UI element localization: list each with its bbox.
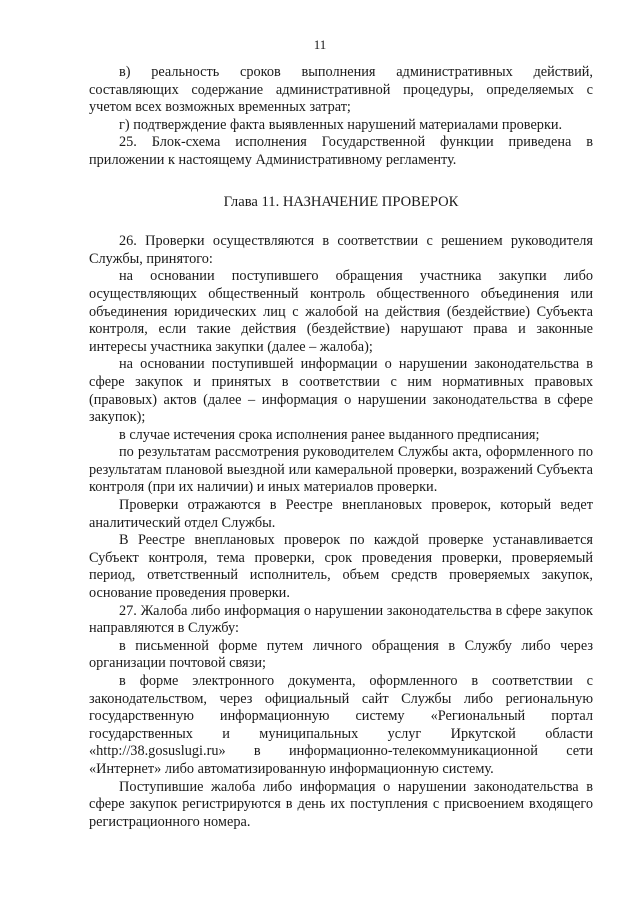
chapter-heading: Глава 11. НАЗНАЧЕНИЕ ПРОВЕРОК <box>223 193 459 210</box>
paragraph-v-realnost-srokov: в) реальность сроков выполнения административных действий, составляющих содержание административной процедуры, определяемых с учетом всех возможных временных затрат; <box>89 64 593 116</box>
paragraph-informaciya-o-narushenii: на основании поступившей информации о нарушении законодательства в сфере закупок и принятых в соответствии с ним нормативных правовых (правовых) актов (далее – информация о нарушении законодательства в сфере закупок); <box>89 356 593 426</box>
page-number: 11 <box>313 37 327 52</box>
paragraph-reestr-proverok: Проверки отражаются в Реестре внеплановых проверок, который ведет аналитический отдел Службы. <box>89 497 593 531</box>
paragraph-registraciya: Поступившие жалоба либо информация о нарушении законодательства в сфере закупок регистрируются в день их поступления с присвоением входящего регистрационного номера. <box>89 778 593 830</box>
paragraph-obrashchenie-uchastnika: на основании поступившего обращения участника закупки либо осуществляющих общественный контроль общественного объединения или объединения юридических лиц с жалобой на действия (бездействие) Субъекта контроля, если такие действия (бездействие) нарушают права и законные интересы участника закупки (далее – жалоба); <box>89 268 593 355</box>
paragraph-po-rezultatam-rassmotreniya: по результатам рассмотрения руководителем Службы акта, оформленного по результатам плановой выездной или камеральной проверки, возражений Субъекта контроля (при их наличии) и иных материалов проверки. <box>89 444 593 496</box>
paragraph-reestr-soderzhanie: В Реестре внеплановых проверок по каждой проверке устанавливается Субъект контроля, тема проверки, срок проведения проверки, проверяемый период, ответственный исполнитель, объем средств проверяемых закупок, основание проведения проверки. <box>89 532 593 602</box>
paragraph-pismennaya-forma: в письменной форме путем личного обращения в Службу либо через организации почтовой связи; <box>89 637 593 672</box>
paragraph-istechenie-sroka: в случае истечения срока исполнения ранее выданного предписания; <box>119 426 540 443</box>
paragraph-g-podtverzhdenie: г) подтверждение факта выявленных нарушений материалами проверки. <box>119 116 563 133</box>
document-body <box>89 64 593 831</box>
paragraph-elektronnyy-dokument: в форме электронного документа, оформленного в соответствии с законодательством, через официальный сайт Службы либо региональную государственную информационную систему «Региональный портал государственных и муниципальных услуг Иркутской области «http://38.gosuslugi.ru» в информационно-телекоммуникационной сети «Интернет» либо автоматизированную информационную систему. <box>89 673 593 777</box>
paragraph-25-blok-skhema: 25. Блок-схема исполнения Государственной функции приведена в приложении к настоящему Административному регламенту. <box>89 134 593 168</box>
paragraph-26-proverki: 26. Проверки осуществляются в соответствии с решением руководителя Службы, принятого: <box>89 233 593 267</box>
paragraph-27-zhaloba: 27. Жалоба либо информация о нарушении законодательства в сфере закупок направляются в Службу: <box>89 602 593 637</box>
